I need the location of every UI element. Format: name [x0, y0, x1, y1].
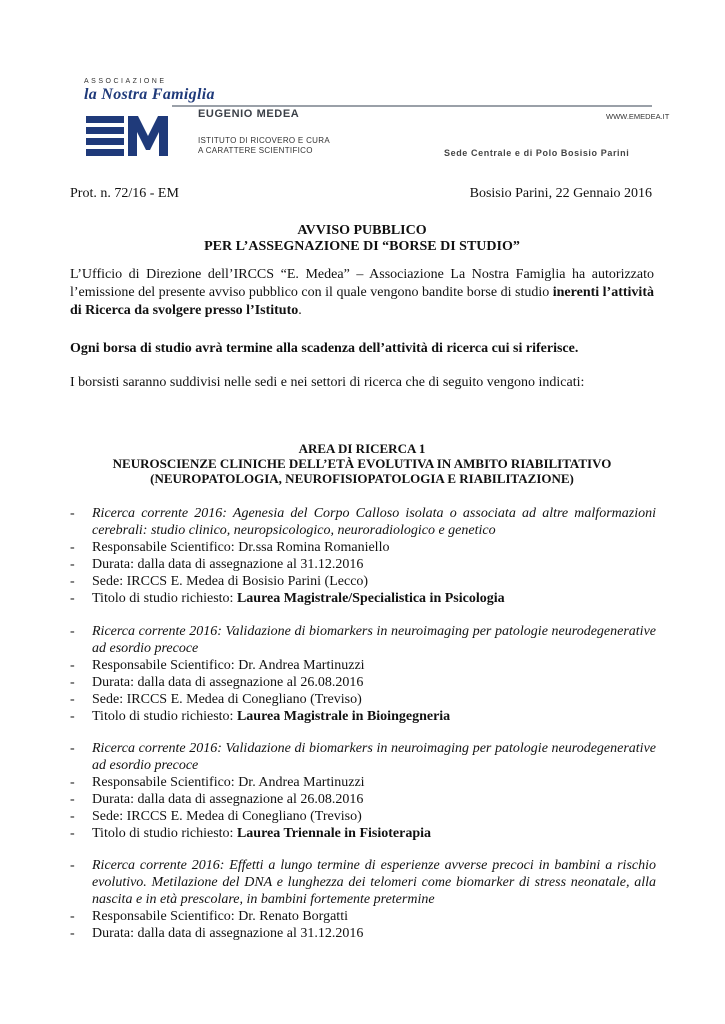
- list-item-text: Responsabile Scientifico: Dr. Andrea Martinuzzi: [92, 658, 365, 673]
- website-text: WWW.EMEDEA.IT: [606, 112, 670, 121]
- list-item-durata: [70, 791, 656, 808]
- bullet-dash: -: [70, 858, 75, 873]
- intro-bold-text: inerenti l’attività di Ricerca da svolgere presso l’Istituto: [70, 285, 654, 318]
- intro-end: .: [298, 303, 302, 318]
- logo-stripe: [86, 138, 124, 145]
- list-item-responsabile: [70, 908, 656, 925]
- list-item-durata: [70, 556, 656, 573]
- list-item-text: Ricerca corrente 2016: Validazione di biomarkers in neuroimaging per patologie neurodegenerative ad esordio precoce: [92, 624, 656, 656]
- list-item-text: Responsabile Scientifico: Dr. Renato Borgatti: [92, 909, 348, 924]
- scholarship-list-4: [70, 857, 656, 942]
- list-item-text: Titolo di studio richiesto:: [92, 826, 237, 841]
- bullet-dash: -: [70, 809, 75, 824]
- list-item-ricerca: [70, 740, 656, 774]
- bullet-dash: -: [70, 591, 75, 606]
- list-item-text: Durata: dalla data di assegnazione al 26.08.2016: [92, 792, 364, 807]
- list-item-text: Laurea Magistrale/Specialistica in Psicologia: [236, 591, 505, 606]
- list-item-titolo: [70, 590, 656, 607]
- em-logo: [86, 112, 186, 162]
- letterhead-rule: [172, 105, 652, 107]
- list-item-text: Ricerca corrente 2016: Effetti a lungo termine di esperienze avverse precoci in bambini a rischio evolutivo. Metilazione del DNA e lunghezza dei telomeri come biomarker di stress neonatale, alla nascita e in età prescolare, in bambini fortemente pretermine: [92, 858, 656, 907]
- area-subname: (NEUROPATOLOGIA, NEUROFISIOPATOLOGIA E RIABILITAZIONE): [150, 471, 574, 486]
- logo-m: [128, 116, 168, 156]
- list-item-titolo: [70, 708, 656, 725]
- bullet-dash: -: [70, 506, 75, 521]
- list-item-durata: [70, 674, 656, 691]
- scholarship-list-1: [70, 505, 656, 607]
- list-item-text: Laurea Magistrale in Bioingegneria: [236, 709, 451, 724]
- list-item-sede: [70, 573, 656, 590]
- istituto-text: [198, 136, 330, 156]
- logo-stripe: [86, 149, 124, 156]
- istituto-line-2: A CARATTERE SCIENTIFICO: [198, 146, 313, 155]
- list-item-text: Ricerca corrente 2016: Agenesia del Corpo Calloso isolata o associata ad altre malformazioni cerebrali: studio clinico, neuropsicologico, neuroradiologico e genetico: [92, 506, 656, 538]
- bullet-dash: -: [70, 926, 75, 941]
- bullet-dash: -: [70, 675, 75, 690]
- bullet-dash: -: [70, 658, 75, 673]
- association-label: ASSOCIAZIONE: [84, 78, 167, 85]
- logo-stripe: [86, 116, 124, 123]
- bullet-dash: -: [70, 792, 75, 807]
- brand-name: la Nostra Famiglia: [84, 86, 215, 103]
- istituto-line-1: ISTITUTO DI RICOVERO E CURA: [198, 136, 330, 145]
- list-item-ricerca: [70, 623, 656, 657]
- list-item-sede: [70, 808, 656, 825]
- list-item-ricerca: [70, 505, 656, 539]
- sede-centrale-text: Sede Centrale e di Polo Bosisio Parini: [444, 148, 630, 158]
- list-item-sede: [70, 691, 656, 708]
- bullet-dash: -: [70, 826, 75, 841]
- bullet-dash: -: [70, 557, 75, 572]
- list-item-text: Durata: dalla data di assegnazione al 31.12.2016: [92, 926, 364, 941]
- bullet-dash: -: [70, 692, 75, 707]
- bullet-dash: -: [70, 709, 75, 724]
- bullet-dash: -: [70, 909, 75, 924]
- list-item-responsabile: [70, 657, 656, 674]
- scholarship-list-3: [70, 740, 656, 842]
- bullet-dash: -: [70, 624, 75, 639]
- list-item-text: Sede: IRCCS E. Medea di Conegliano (Treviso): [92, 809, 362, 824]
- intro-paragraph: [70, 266, 654, 320]
- list-item-text: Durata: dalla data di assegnazione al 31.12.2016: [92, 557, 364, 572]
- list-item-text: Titolo di studio richiesto:: [92, 709, 237, 724]
- term-paragraph: Ogni borsa di studio avrà termine alla scadenza dell’attività di ricerca cui si riferisce.: [70, 341, 579, 356]
- place-date: Bosisio Parini, 22 Gennaio 2016: [469, 186, 652, 201]
- logo-stripe: [86, 127, 124, 134]
- assignment-paragraph: I borsisti saranno suddivisi nelle sedi e nei settori di ricerca che di seguito vengono indicati:: [70, 375, 585, 390]
- institute-name: EUGENIO MEDEA: [198, 108, 300, 120]
- bullet-dash: -: [70, 775, 75, 790]
- list-item-ricerca: [70, 857, 656, 908]
- list-item-responsabile: [70, 774, 656, 791]
- bullet-dash: -: [70, 540, 75, 555]
- bullet-dash: -: [70, 741, 75, 756]
- notice-subtitle: PER L’ASSEGNAZIONE DI “BORSE DI STUDIO”: [204, 239, 520, 254]
- list-item-durata: [70, 925, 656, 942]
- intro-text: L’Ufficio di Direzione dell’IRCCS “E. Medea” – Associazione La Nostra Famiglia ha autorizzato l’emissione del presente avviso pubblico con il quale vengono bandite borse di studio: [70, 267, 654, 300]
- list-item-text: Durata: dalla data di assegnazione al 26.08.2016: [92, 675, 364, 690]
- list-item-text: Responsabile Scientifico: Dr. Andrea Martinuzzi: [92, 775, 365, 790]
- area-heading: AREA DI RICERCA 1: [298, 441, 426, 456]
- list-item-titolo: [70, 825, 656, 842]
- list-item-text: Titolo di studio richiesto:: [92, 591, 237, 606]
- list-item-text: Sede: IRCCS E. Medea di Conegliano (Treviso): [92, 692, 362, 707]
- notice-title: AVVISO PUBBLICO: [297, 223, 427, 238]
- list-item-responsabile: [70, 539, 656, 556]
- list-item-text: Ricerca corrente 2016: Validazione di biomarkers in neuroimaging per patologie neurodegenerative ad esordio precoce: [92, 741, 656, 773]
- letterhead: [72, 74, 670, 174]
- protocol-number: Prot. n. 72/16 - EM: [70, 186, 179, 201]
- bullet-dash: -: [70, 574, 75, 589]
- area-name: NEUROSCIENZE CLINICHE DELL’ETÀ EVOLUTIVA IN AMBITO RIABILITATIVO: [112, 456, 612, 471]
- list-item-text: Laurea Triennale in Fisioterapia: [236, 826, 432, 841]
- list-item-text: Sede: IRCCS E. Medea di Bosisio Parini (Lecco): [92, 574, 369, 589]
- scholarship-list-2: [70, 623, 656, 725]
- list-item-text: Responsabile Scientifico: Dr.ssa Romina Romaniello: [92, 540, 390, 555]
